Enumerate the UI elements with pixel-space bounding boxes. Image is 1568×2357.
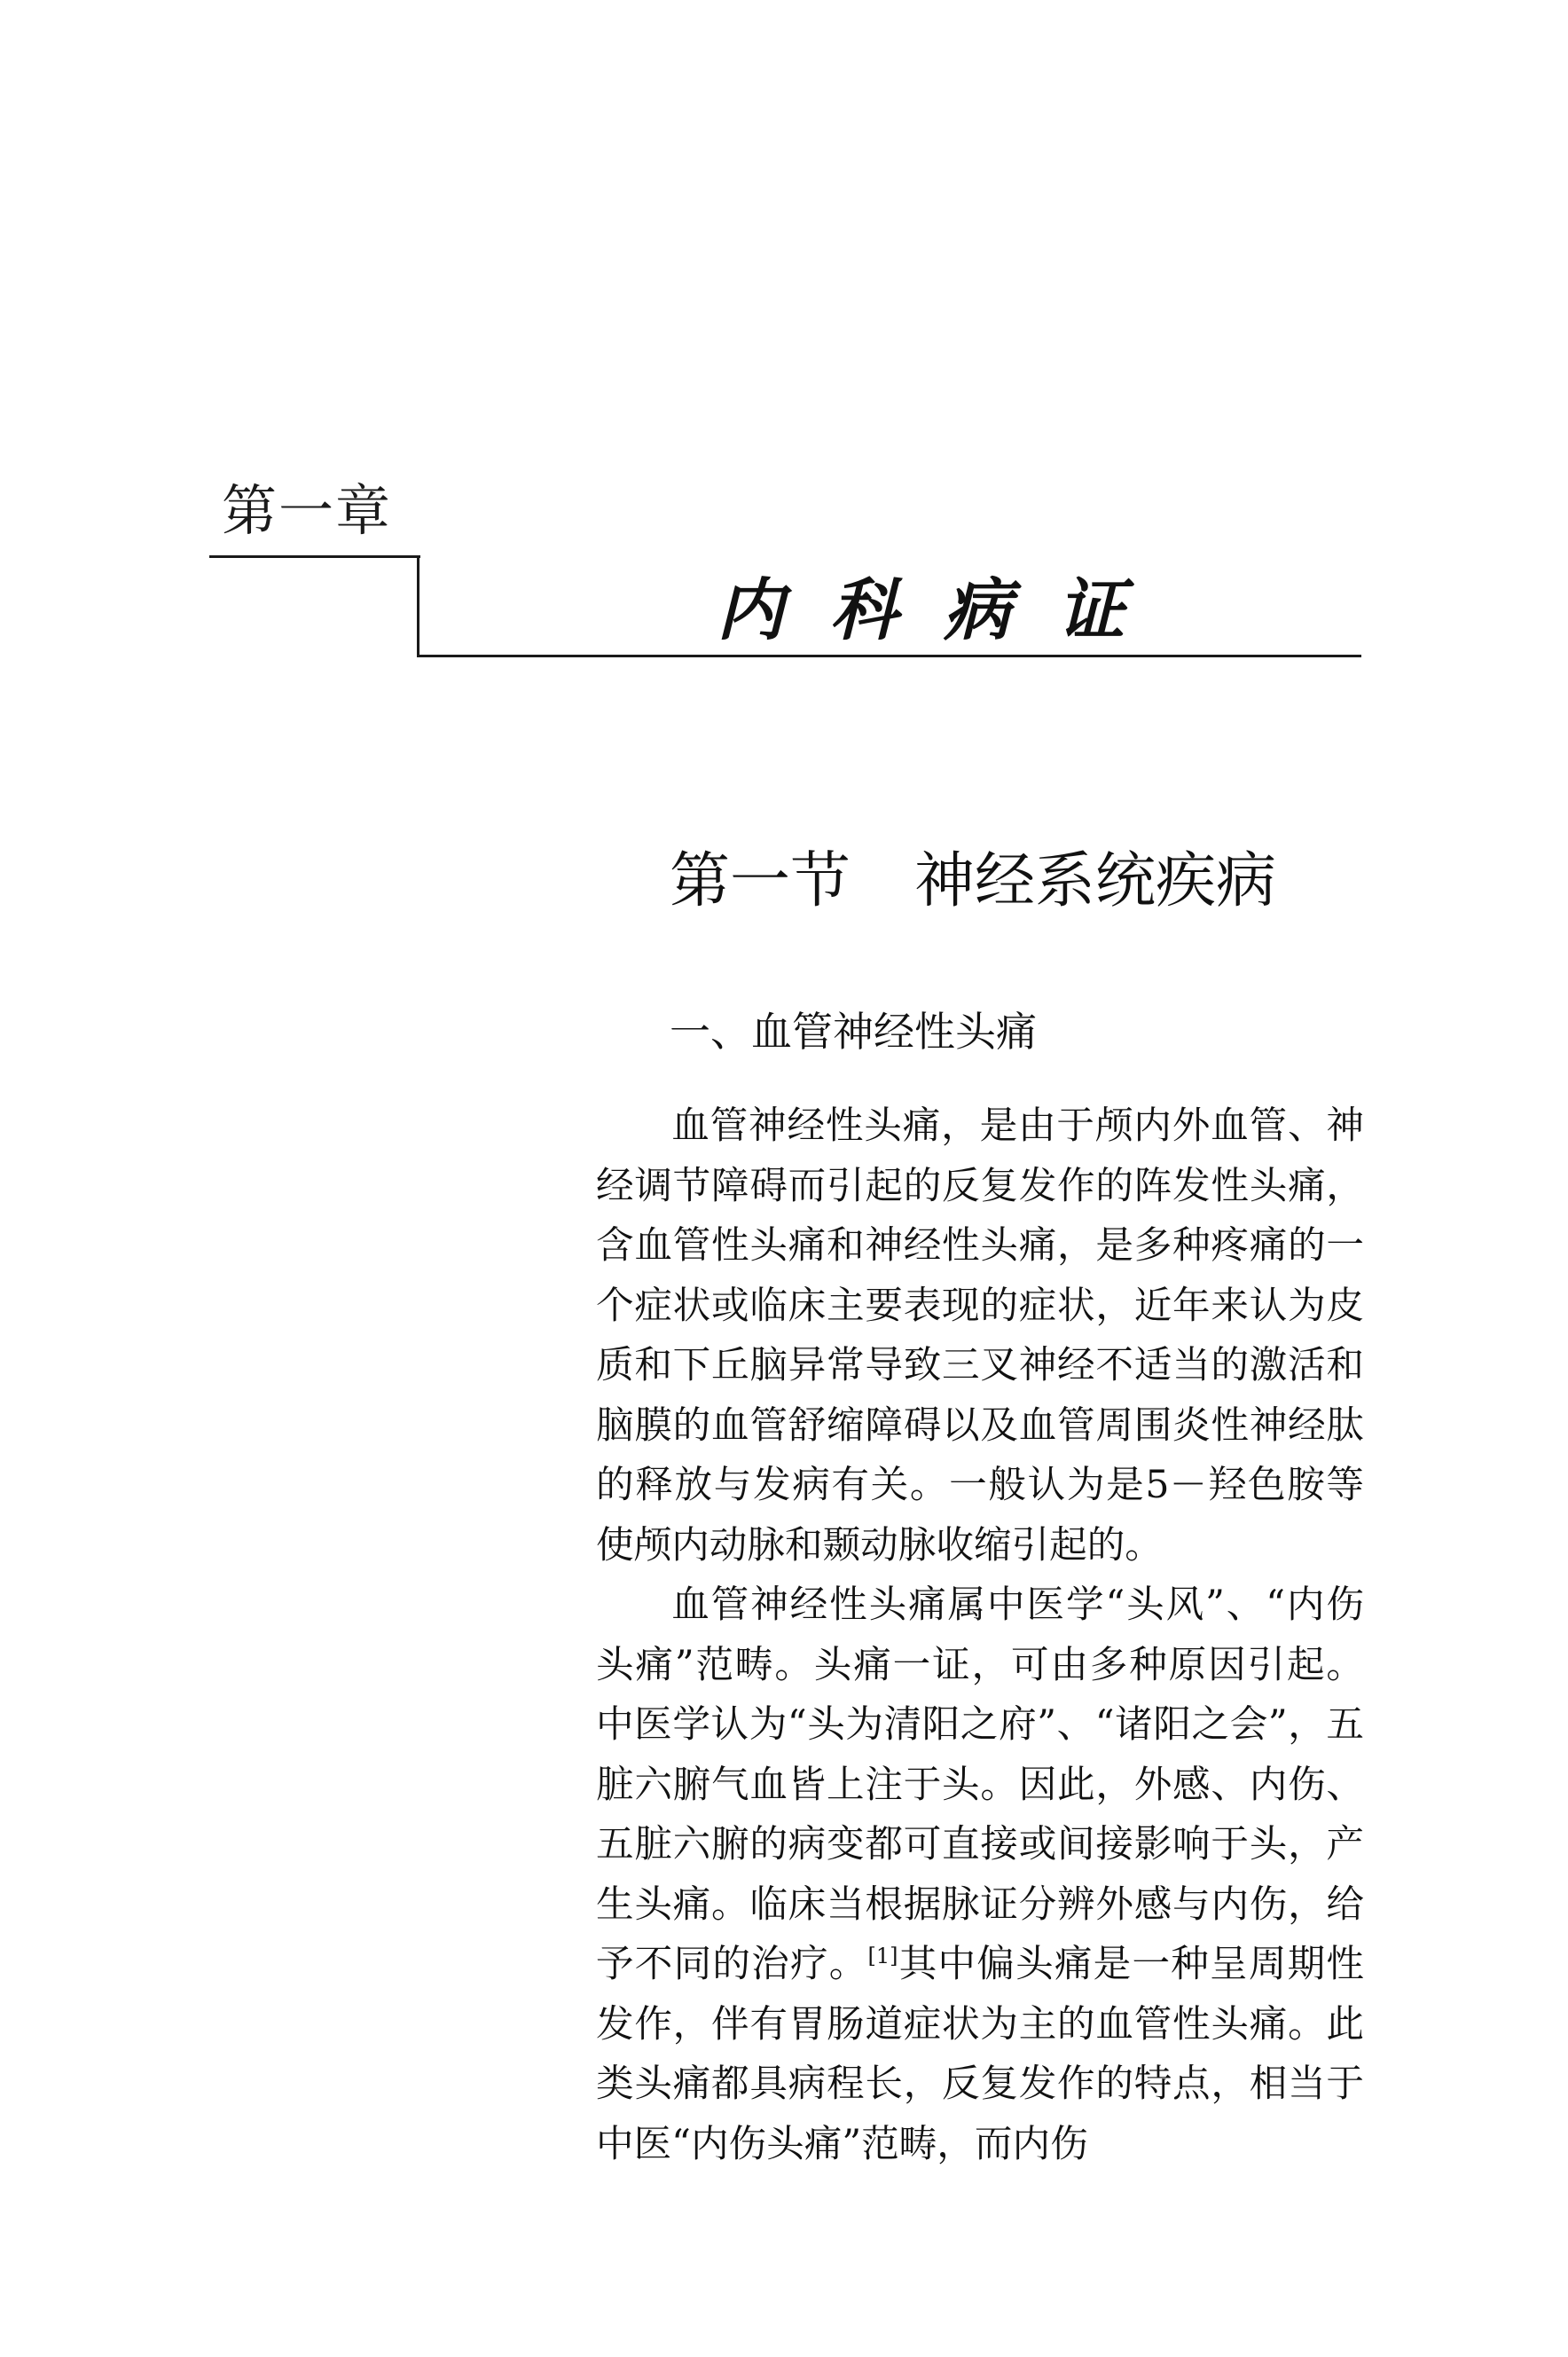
chapter-label: 第一章 [222, 478, 393, 543]
paragraph [596, 1575, 1364, 2174]
paragraph: 血管神经性头痛，是由于颅内外血管、神经调节障碍而引起的反复发作的阵发性头痛，含血管性头痛和神经性头痛，是多种疼痛的一个症状或临床主要表现的症状，近年来认为皮质和下丘脑异常导致三叉神经不适当的激活和脑膜的血管舒缩障碍以及血管周围炎性神经肽的释放与发病有关。一般认为是5－羟色胺等使颅内动脉和颞动脉收缩引起的。 [596, 1104, 1364, 1567]
paragraph-text: 其中偏头痛是一种呈周期性发作，伴有胃肠道症状为主的血管性头痛。此类头痛都具病程长，反复发作的特点，相当于中医“内伤头痛”范畴，而内伤 [596, 1942, 1365, 2166]
subsection-title: 一、血管神经性头痛 [670, 1008, 1037, 1056]
paragraph-text: 血管神经性头痛属中医学“头风”、“内伤头痛”范畴。头痛一证，可由多种原因引起。中医学认为“头为清阳之府”、“诸阳之会”，五脏六腑气血皆上注于头。因此，外感、内伤、五脏六腑的病变都可直接或间接影响于头，产生头痛。临床当根据脉证分辨外感与内伤，给予不同的治疗。 [596, 1583, 1364, 1986]
body-text [596, 1096, 1364, 2174]
section-number: 第一节 [670, 846, 851, 916]
chapter-rule-top [209, 555, 420, 558]
footnote-reference: [1] [867, 1943, 898, 1968]
chapter-title: 内科病证 [717, 570, 1171, 649]
section-title: 神经系统疾病 [914, 846, 1277, 916]
section-heading [670, 846, 1277, 916]
chapter-rule-vertical [417, 555, 419, 657]
chapter-rule-bottom [417, 655, 1361, 657]
